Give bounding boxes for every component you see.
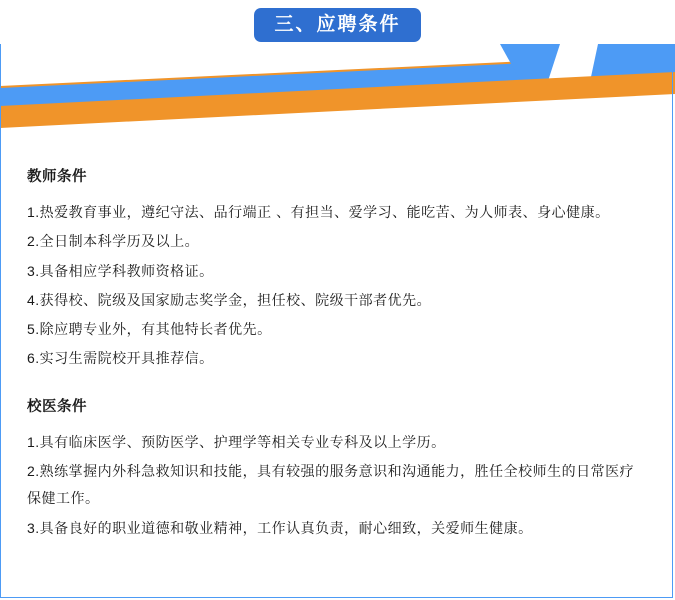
list-item: 3.具备良好的职业道德和敬业精神，工作认真负责，耐心细致，关爱师生健康。 [27,519,533,536]
section-heading: 教师条件 [27,169,87,185]
section-heading: 校医条件 [27,398,87,415]
list-item: 4.获得校、院级及国家励志奖学金，担任校、院级干部者优先。 [27,291,432,308]
header-decoration [0,44,675,152]
list-item: 2.熟练掌握内外科急救知识和技能，具有较强的服务意识和沟通能力，胜任全校师生的日常医疗保健工作。 [27,463,635,507]
list-item: 1.具有临床医学、预防医学、护理学等相关专业专科及以上学历。 [27,433,446,450]
list-item: 1.热爱教育事业，遵纪守法、品行端正 、有担当、爱学习、能吃苦、为人师表、身心健康。 [27,204,610,220]
header-shapes-svg [0,44,675,152]
page-title: 三、应聘条件 [254,8,420,42]
title-banner [0,8,675,52]
list-item: 6.实习生需院校开具推荐信。 [27,350,214,367]
list-item: 5.除应聘专业外，有其他特长者优先。 [27,321,272,338]
list-item: 2.全日制本科学历及以上。 [27,233,200,250]
section-school-doctor-requirements [27,395,645,542]
requirements-content [27,165,645,544]
section-teacher-requirements [27,165,645,373]
list-item: 3.具备相应学科教师资格证。 [27,262,214,279]
